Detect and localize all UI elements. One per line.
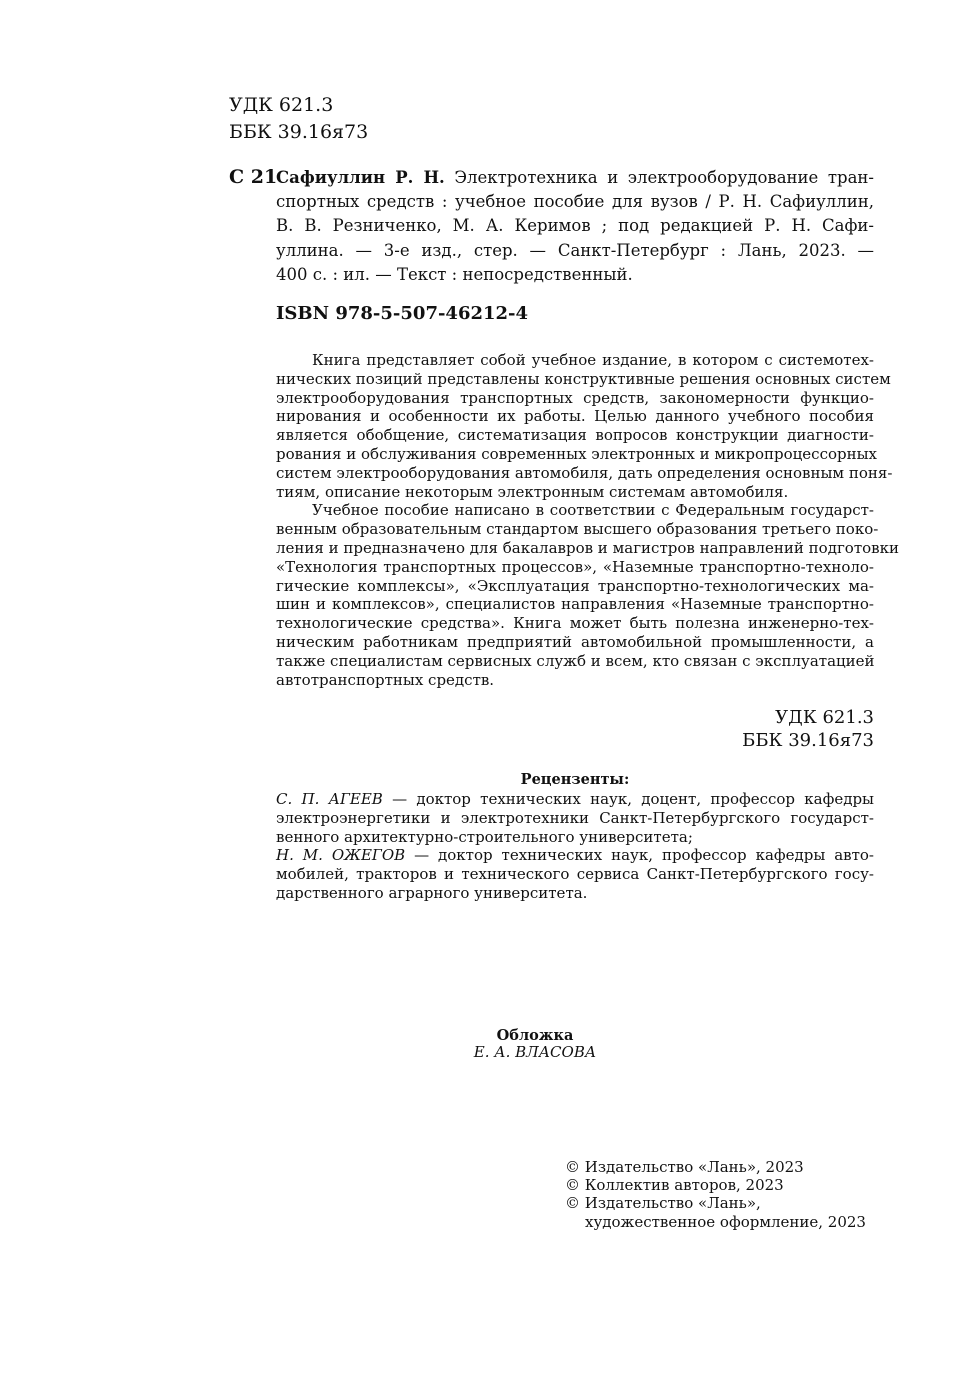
reviewer-line: мобилей, тракторов и технического сервиса Санкт-Петербургского госу- [276,865,874,884]
reviewer-line: С. П. АГЕЕВ — доктор технических наук, доцент, профессор кафедры [276,790,874,808]
header-classification [229,92,368,146]
annotation [276,351,899,689]
annotation-line: нирования и особенности их работы. Целью данного учебного пособия [276,407,874,426]
reviewer-name: С. П. АГЕЕВ [276,790,383,808]
copyright-line: © Коллектив авторов, 2023 [565,1176,784,1195]
author-mark: С 21 [229,166,278,188]
copyright-line: художественное оформление, 2023 [585,1212,866,1231]
biblio-line: уллина. — 3-е изд., стер. — Санкт-Петербург : Лань, 2023. — [276,240,874,260]
annotation-line: рования и обслуживания современных электронных и микропроцессорных [276,444,877,463]
annotation-line: систем электрооборудования автомобиля, дать определения основным поня- [276,463,893,482]
cover-designer: Е. А. ВЛАСОВА [473,1043,597,1061]
annotation-line: шин и комплексов», специалистов направления «Наземные транспортно- [276,595,874,614]
udk-code-bottom: УДК 621.3 [775,707,874,728]
biblio-line: 400 с. : ил. — Текст : непосредственный. [276,264,633,284]
bbk-code-bottom: ББК 39.16я73 [742,730,874,751]
reviewer-name: Н. М. ОЖЕГОВ [276,846,406,865]
copyright-line: © Издательство «Лань», 2023 [565,1158,804,1176]
annotation-line: ления и предназначено для бакалавров и магистров направлений подготовки [276,538,899,557]
footer-classification [700,706,874,752]
copyright-block [565,1158,866,1231]
reviewer-line: венного архитектурно-строительного университета; [276,827,693,846]
cover-heading: Обложка [496,1027,574,1044]
annotation-line: Книга представляет собой учебное издание, в котором с системотех- [312,351,874,369]
reviewers-list [276,790,874,903]
annotation-line: электрооборудования транспортных средств, закономерности функцио- [276,388,874,407]
annotation-line: технологические средства». Книга может быть полезна инженерно-тех- [276,614,874,633]
reviewers-heading: Рецензенты: [520,771,630,788]
bbk-code: ББК 39.16я73 [229,121,369,143]
isbn: ISBN 978-5-507-46212-4 [276,303,529,324]
biblio-line: Сафиуллин Р. Н. Электротехника и электрооборудование тран- [276,168,875,187]
author-name: Сафиуллин Р. Н. [276,168,445,187]
annotation-line: также специалистам сервисных служб и всем, кто связан с эксплуатацией [276,651,875,670]
copyright-line: © Издательство «Лань», [565,1194,761,1213]
annotation-line: является обобщение, систематизация вопросов конструкции диагности- [276,426,874,445]
biblio-line: спортных средств : учебное пособие для вузов / Р. Н. Сафиуллин, [276,192,874,212]
annotation-line: ническим работникам предприятий автомобильной промышленности, а [276,632,874,651]
annotation-line: автотранспортных средств. [276,670,495,689]
annotation-line: тиям, описание некоторым электронным системам автомобиля. [276,482,789,501]
reviewer-line: Н. М. ОЖЕГОВ — доктор технических наук, профессор кафедры авто- [276,846,874,865]
reviewer-line: электроэнергетики и электротехники Санкт-Петербургского государст- [276,808,874,827]
annotation-line: «Технология транспортных процессов», «Наземные транспортно-техноло- [276,557,874,576]
annotation-line: венным образовательным стандартом высшего образования третьего поко- [276,520,879,539]
udk-code: УДК 621.3 [229,94,334,116]
reviewer-line: дарственного аграрного университета. [276,883,588,902]
biblio-line: В. В. Резниченко, М. А. Керимов ; под редакцией Р. Н. Сафи- [276,216,874,236]
annotation-line: гические комплексы», «Эксплуатация транспортно-технологических ма- [276,576,874,595]
bibliographic-record [276,166,874,287]
annotation-line: нических позиций представлены конструктивные решения основных систем [276,369,891,388]
annotation-line: Учебное пособие написано в соответствии с Федеральным государст- [312,501,874,520]
